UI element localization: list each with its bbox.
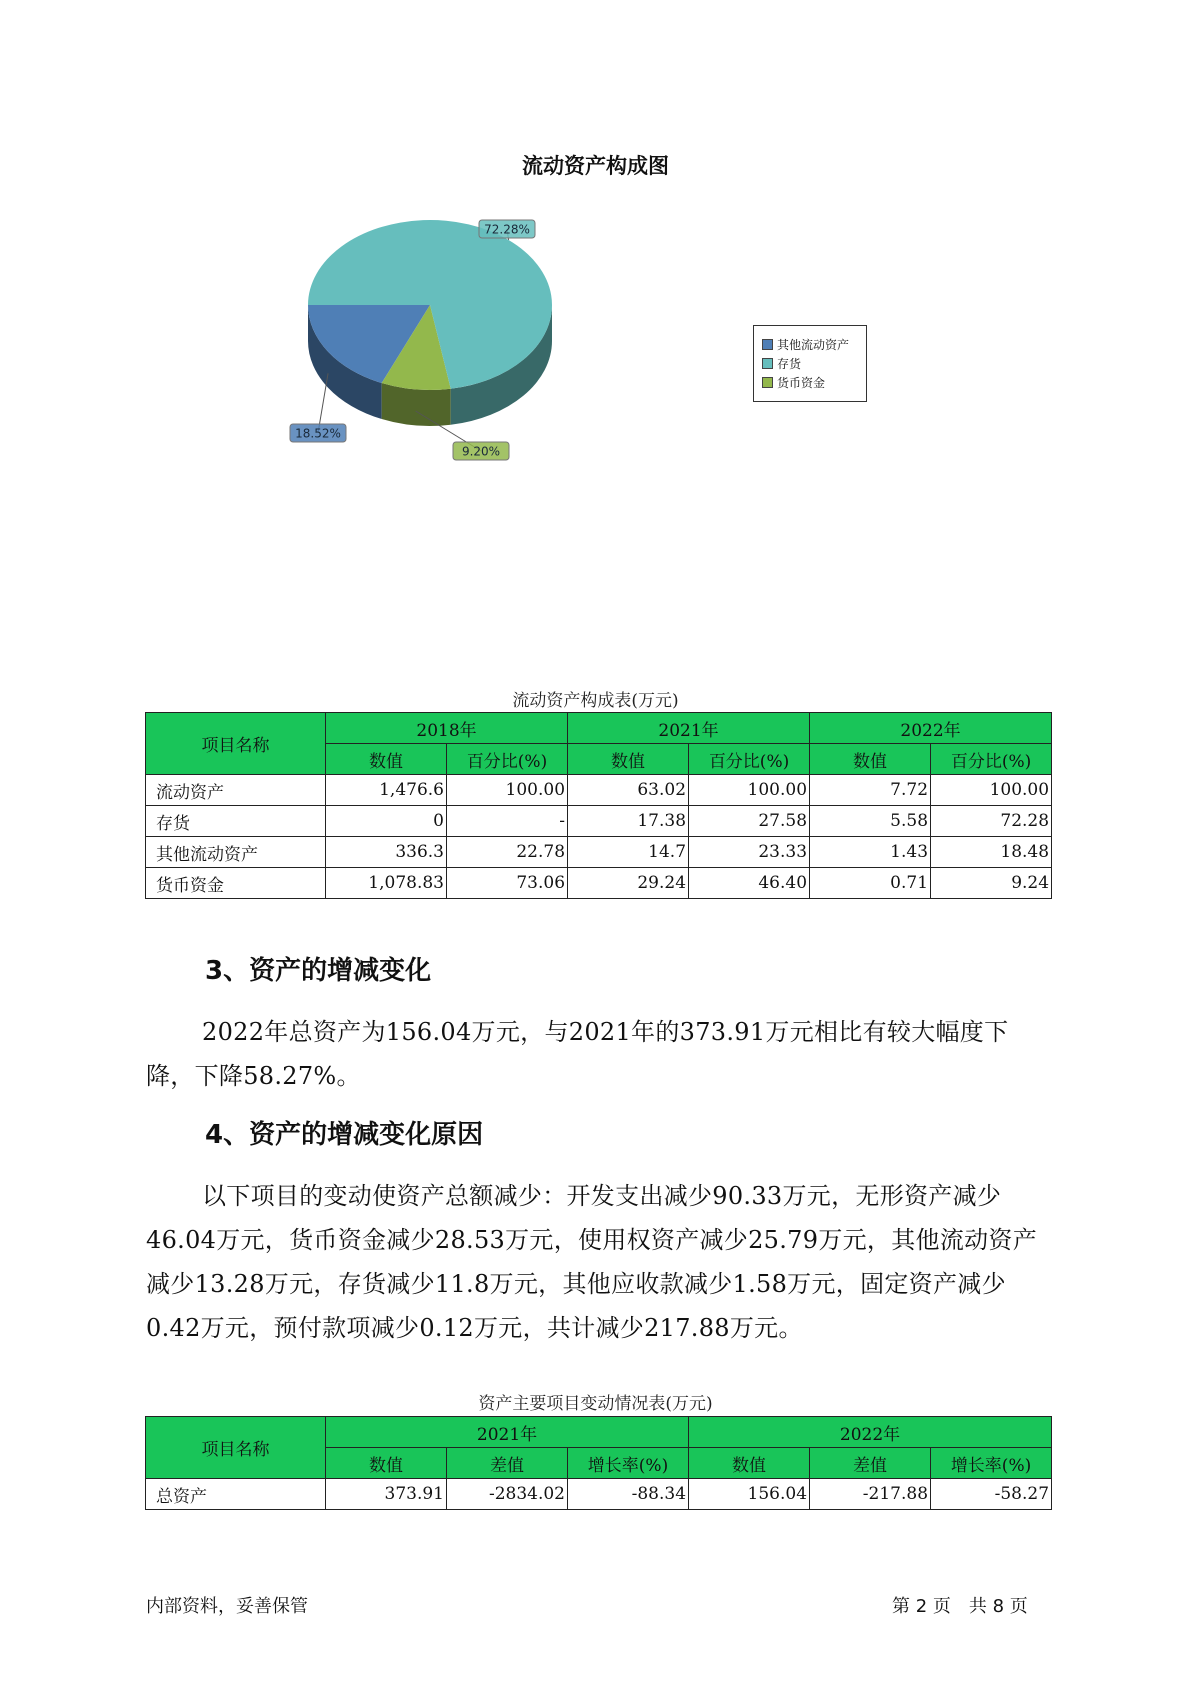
table1-year-header: 2021年 (568, 713, 810, 744)
section4-paragraph: 以下项目的变动使资产总额减少：开发支出减少90.33万元，无形资产减少46.04万元，货币资金减少28.53万元，使用权资产减少25.79万元，其他流动资产减少13.28万元，存货减少11.8万元，其他应收款减少1.58万元，固定资产减少0.42万元，预付款项减少0.12万元，共计减少217.88万元。 (146, 1182, 1038, 1342)
table-row (146, 806, 1052, 837)
cell: 46.40 (689, 868, 810, 899)
table2-header-row (146, 1417, 1052, 1448)
cell: 0 (326, 806, 447, 837)
table1-subheader: 百分比(%) (447, 744, 568, 775)
cell: 1,476.6 (326, 775, 447, 806)
table2-year-header: 2021年 (326, 1417, 689, 1448)
data-label-1: 72.28% (484, 222, 530, 237)
table1-item-header: 项目名称 (146, 713, 326, 775)
section3-paragraph: 2022年总资产为156.04万元，与2021年的373.91万元相比有较大幅度下降，下降58.27%。 (146, 1018, 1009, 1090)
table2-subheader: 增长率(%) (568, 1448, 689, 1479)
cell: 27.58 (689, 806, 810, 837)
table2-subheader: 增长率(%) (931, 1448, 1052, 1479)
cell: 17.38 (568, 806, 689, 837)
section3-heading: 3、资产的增减变化 (205, 956, 432, 986)
table1-caption: 流动资产构成表(万元) (512, 691, 679, 711)
legend-swatch (762, 339, 773, 350)
data-label-0: 18.52% (295, 426, 341, 441)
cell: -88.34 (568, 1479, 689, 1510)
legend-label: 货币资金 (777, 376, 826, 390)
row-name: 总资产 (146, 1479, 326, 1510)
data-label-2: 9.20% (461, 444, 501, 459)
cell: 100.00 (447, 775, 568, 806)
table2-subheader: 差值 (810, 1448, 931, 1479)
table1-subheader: 数值 (810, 744, 931, 775)
table2-subheader: 数值 (689, 1448, 810, 1479)
pie-chart (0, 195, 1191, 485)
cell: 73.06 (447, 868, 568, 899)
cell: 29.24 (568, 868, 689, 899)
legend-item-inventory (762, 355, 801, 372)
section4-heading: 4、资产的增减变化原因 (205, 1120, 484, 1150)
legend-item-other-current-assets (762, 336, 849, 353)
table2-caption: 资产主要项目变动情况表(万元) (478, 1394, 713, 1414)
cell: 23.33 (689, 837, 810, 868)
table2 (145, 1416, 1052, 1510)
cell: 1.43 (810, 837, 931, 868)
table1-header-row (146, 713, 1052, 744)
cell: -2834.02 (447, 1479, 568, 1510)
table1-subheader: 数值 (326, 744, 447, 775)
cell: 1,078.83 (326, 868, 447, 899)
cell: 9.24 (931, 868, 1052, 899)
table-row (146, 868, 1052, 899)
cell: 72.28 (931, 806, 1052, 837)
legend-label: 存货 (777, 357, 802, 371)
table1-subheader: 百分比(%) (931, 744, 1052, 775)
page-number: 第 2 页 共 8 页 (892, 1596, 1028, 1617)
table-row (146, 775, 1052, 806)
table1-subheader: 数值 (568, 744, 689, 775)
cell: 100.00 (931, 775, 1052, 806)
row-name: 存货 (146, 806, 326, 837)
cell: 14.7 (568, 837, 689, 868)
footer-note: 内部资料，妥善保管 (146, 1596, 308, 1617)
row-name: 其他流动资产 (146, 837, 326, 868)
table1-subheader: 百分比(%) (689, 744, 810, 775)
table1-year-header: 2018年 (326, 713, 568, 744)
table2-item-header: 项目名称 (146, 1417, 326, 1479)
cell: 63.02 (568, 775, 689, 806)
chart-title: 流动资产构成图 (522, 154, 669, 178)
legend-label: 其他流动资产 (777, 338, 850, 352)
table2-year-header: 2022年 (689, 1417, 1052, 1448)
cell: 336.3 (326, 837, 447, 868)
table2-subheader: 数值 (326, 1448, 447, 1479)
table-row (146, 837, 1052, 868)
legend-item-cash (762, 374, 825, 391)
cell: - (447, 806, 568, 837)
cell: 7.72 (810, 775, 931, 806)
cell: -58.27 (931, 1479, 1052, 1510)
legend-swatch (762, 377, 773, 388)
table-row (146, 1479, 1052, 1510)
table1 (145, 712, 1052, 899)
chart-legend (753, 325, 867, 402)
table1-year-header: 2022年 (810, 713, 1052, 744)
cell: 156.04 (689, 1479, 810, 1510)
cell: 373.91 (326, 1479, 447, 1510)
cell: 5.58 (810, 806, 931, 837)
row-name: 货币资金 (146, 868, 326, 899)
table2-subheader: 差值 (447, 1448, 568, 1479)
cell: 22.78 (447, 837, 568, 868)
cell: 18.48 (931, 837, 1052, 868)
cell: 100.00 (689, 775, 810, 806)
cell: 0.71 (810, 868, 931, 899)
row-name: 流动资产 (146, 775, 326, 806)
legend-swatch (762, 358, 773, 369)
cell: -217.88 (810, 1479, 931, 1510)
